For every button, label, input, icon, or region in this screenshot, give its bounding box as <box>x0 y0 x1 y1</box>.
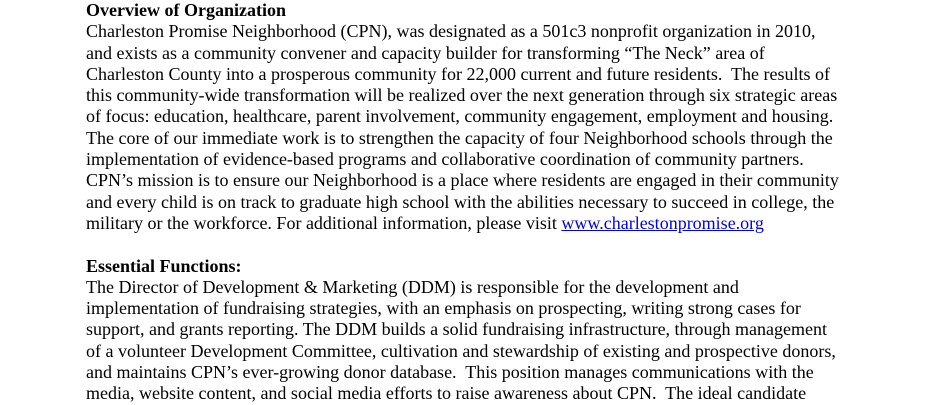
body-text-line: media, website content, and social media efforts to raise awareness about CPN. The ideal candidate <box>86 383 807 404</box>
body-text-line: of focus: education, healthcare, parent involvement, community engagement, employment and housing. <box>86 106 834 127</box>
body-text-line: Charleston County into a prosperous community for 22,000 current and future residents. The results of <box>86 63 831 84</box>
link-line-prefix: military or the workforce. For additional information, please visit <box>86 212 562 233</box>
body-text-line-with-link <box>86 213 886 234</box>
section-essential-functions <box>86 256 886 405</box>
body-text-line: The core of our immediate work is to strengthen the capacity of four Neighborhood schools through the <box>86 127 833 148</box>
body-text-line: Charleston Promise Neighborhood (CPN), was designated as a 501c3 nonprofit organization in 2010, <box>86 21 816 42</box>
section-heading-essential-functions: Essential Functions: <box>86 255 242 276</box>
body-text-line: and maintains CPN’s ever-growing donor database. This position manages communications with the <box>86 362 814 383</box>
charlestonpromise-hyperlink[interactable]: www.charlestonpromise.org <box>561 212 764 233</box>
body-text-line: and exists as a community convener and capacity builder for transforming “The Neck” area of <box>86 42 765 63</box>
section-overview-of-organization <box>86 0 886 234</box>
body-text-line: this community-wide transformation will be realized over the next generation through six strategic areas <box>86 85 838 106</box>
body-text-line: CPN’s mission is to ensure our Neighborhood is a place where residents are engaged in their community <box>86 170 839 191</box>
body-text-line: of a volunteer Development Committee, cultivation and stewardship of existing and prospective donors, <box>86 340 836 361</box>
document-page <box>86 0 886 405</box>
body-text-line: The Director of Development & Marketing (DDM) is responsible for the development and <box>86 276 739 297</box>
body-text-line: implementation of fundraising strategies, with an emphasis on prospecting, writing strong cases for <box>86 298 801 319</box>
body-text-line: implementation of evidence-based programs and collaborative coordination of community partners. <box>86 149 804 170</box>
blank-line-separator <box>86 234 886 255</box>
body-text-line: support, and grants reporting. The DDM builds a solid fundraising infrastructure, through management <box>86 319 828 340</box>
body-text-line: and every child is on track to graduate high school with the abilities necessary to succeed in college, the <box>86 191 835 212</box>
section-heading-overview: Overview of Organization <box>86 0 286 20</box>
